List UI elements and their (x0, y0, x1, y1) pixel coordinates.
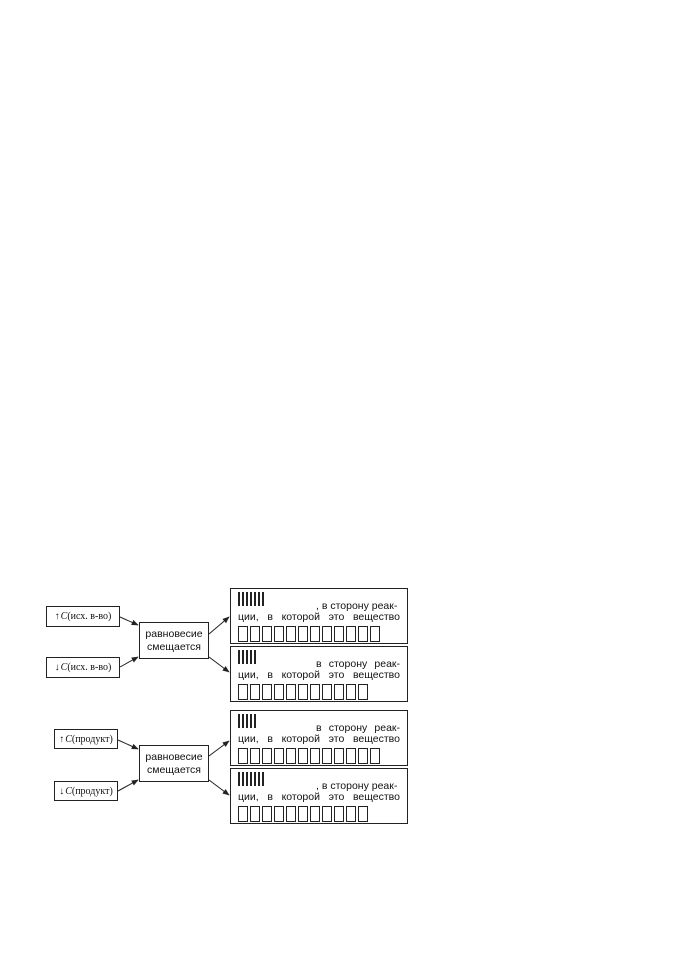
answer-word: в (267, 669, 273, 681)
equilibrium-label: равновесие (145, 750, 203, 763)
equilibrium-label: равновесие (145, 627, 203, 640)
answer-word: ции, (238, 611, 259, 623)
concentration-symbol: C (60, 611, 68, 622)
answer-word: в (267, 611, 273, 623)
arrow-line (209, 741, 229, 756)
answer-word: в (267, 791, 273, 803)
condition-label: (продукт) (71, 733, 113, 745)
answer-word: которой (281, 733, 320, 745)
answer-word: ции, (238, 733, 259, 745)
shifts-label: смещается (147, 640, 201, 653)
condition-label: (продукт) (71, 785, 113, 797)
concentration-symbol: C (65, 785, 72, 797)
answer-word: в (267, 733, 273, 745)
condition-label: (исх. в-во) (67, 662, 112, 673)
concentration-symbol: C (60, 662, 68, 673)
arrow-line (209, 780, 229, 795)
answer-word: это (328, 669, 345, 681)
answer-word: ции, (238, 669, 259, 681)
answer-text: , в сторону реак- (316, 600, 398, 612)
arrow-line (209, 617, 229, 634)
answer-word: вещество (352, 611, 400, 623)
answer-word: которой (281, 791, 320, 803)
answer-word: это (328, 791, 345, 803)
answer-word: это (328, 733, 345, 745)
shifts-label: смещается (147, 763, 201, 776)
up-arrow-icon: ↑ (54, 611, 60, 622)
arrow-line (209, 657, 229, 672)
arrow-line (118, 780, 138, 791)
down-arrow-icon: ↓ (54, 662, 60, 673)
answer-text: в сторону реак- (316, 658, 400, 670)
arrow-line (120, 617, 138, 625)
answer-word: которой (281, 669, 320, 681)
answer-word: вещество (352, 791, 400, 803)
concentration-symbol: C (65, 733, 72, 745)
condition-label: (исх. в-во) (67, 611, 112, 622)
arrow-line (120, 657, 138, 667)
answer-word: которой (281, 611, 320, 623)
answer-word: ции, (238, 791, 259, 803)
answer-word: это (328, 611, 345, 623)
up-arrow-icon: ↑ (59, 733, 65, 745)
answer-text: в сторону реак- (316, 722, 400, 734)
answer-word: вещество (352, 669, 400, 681)
down-arrow-icon: ↓ (59, 785, 65, 797)
arrow-line (118, 740, 138, 749)
answer-text: , в сторону реак- (316, 780, 398, 792)
answer-word: вещество (352, 733, 400, 745)
